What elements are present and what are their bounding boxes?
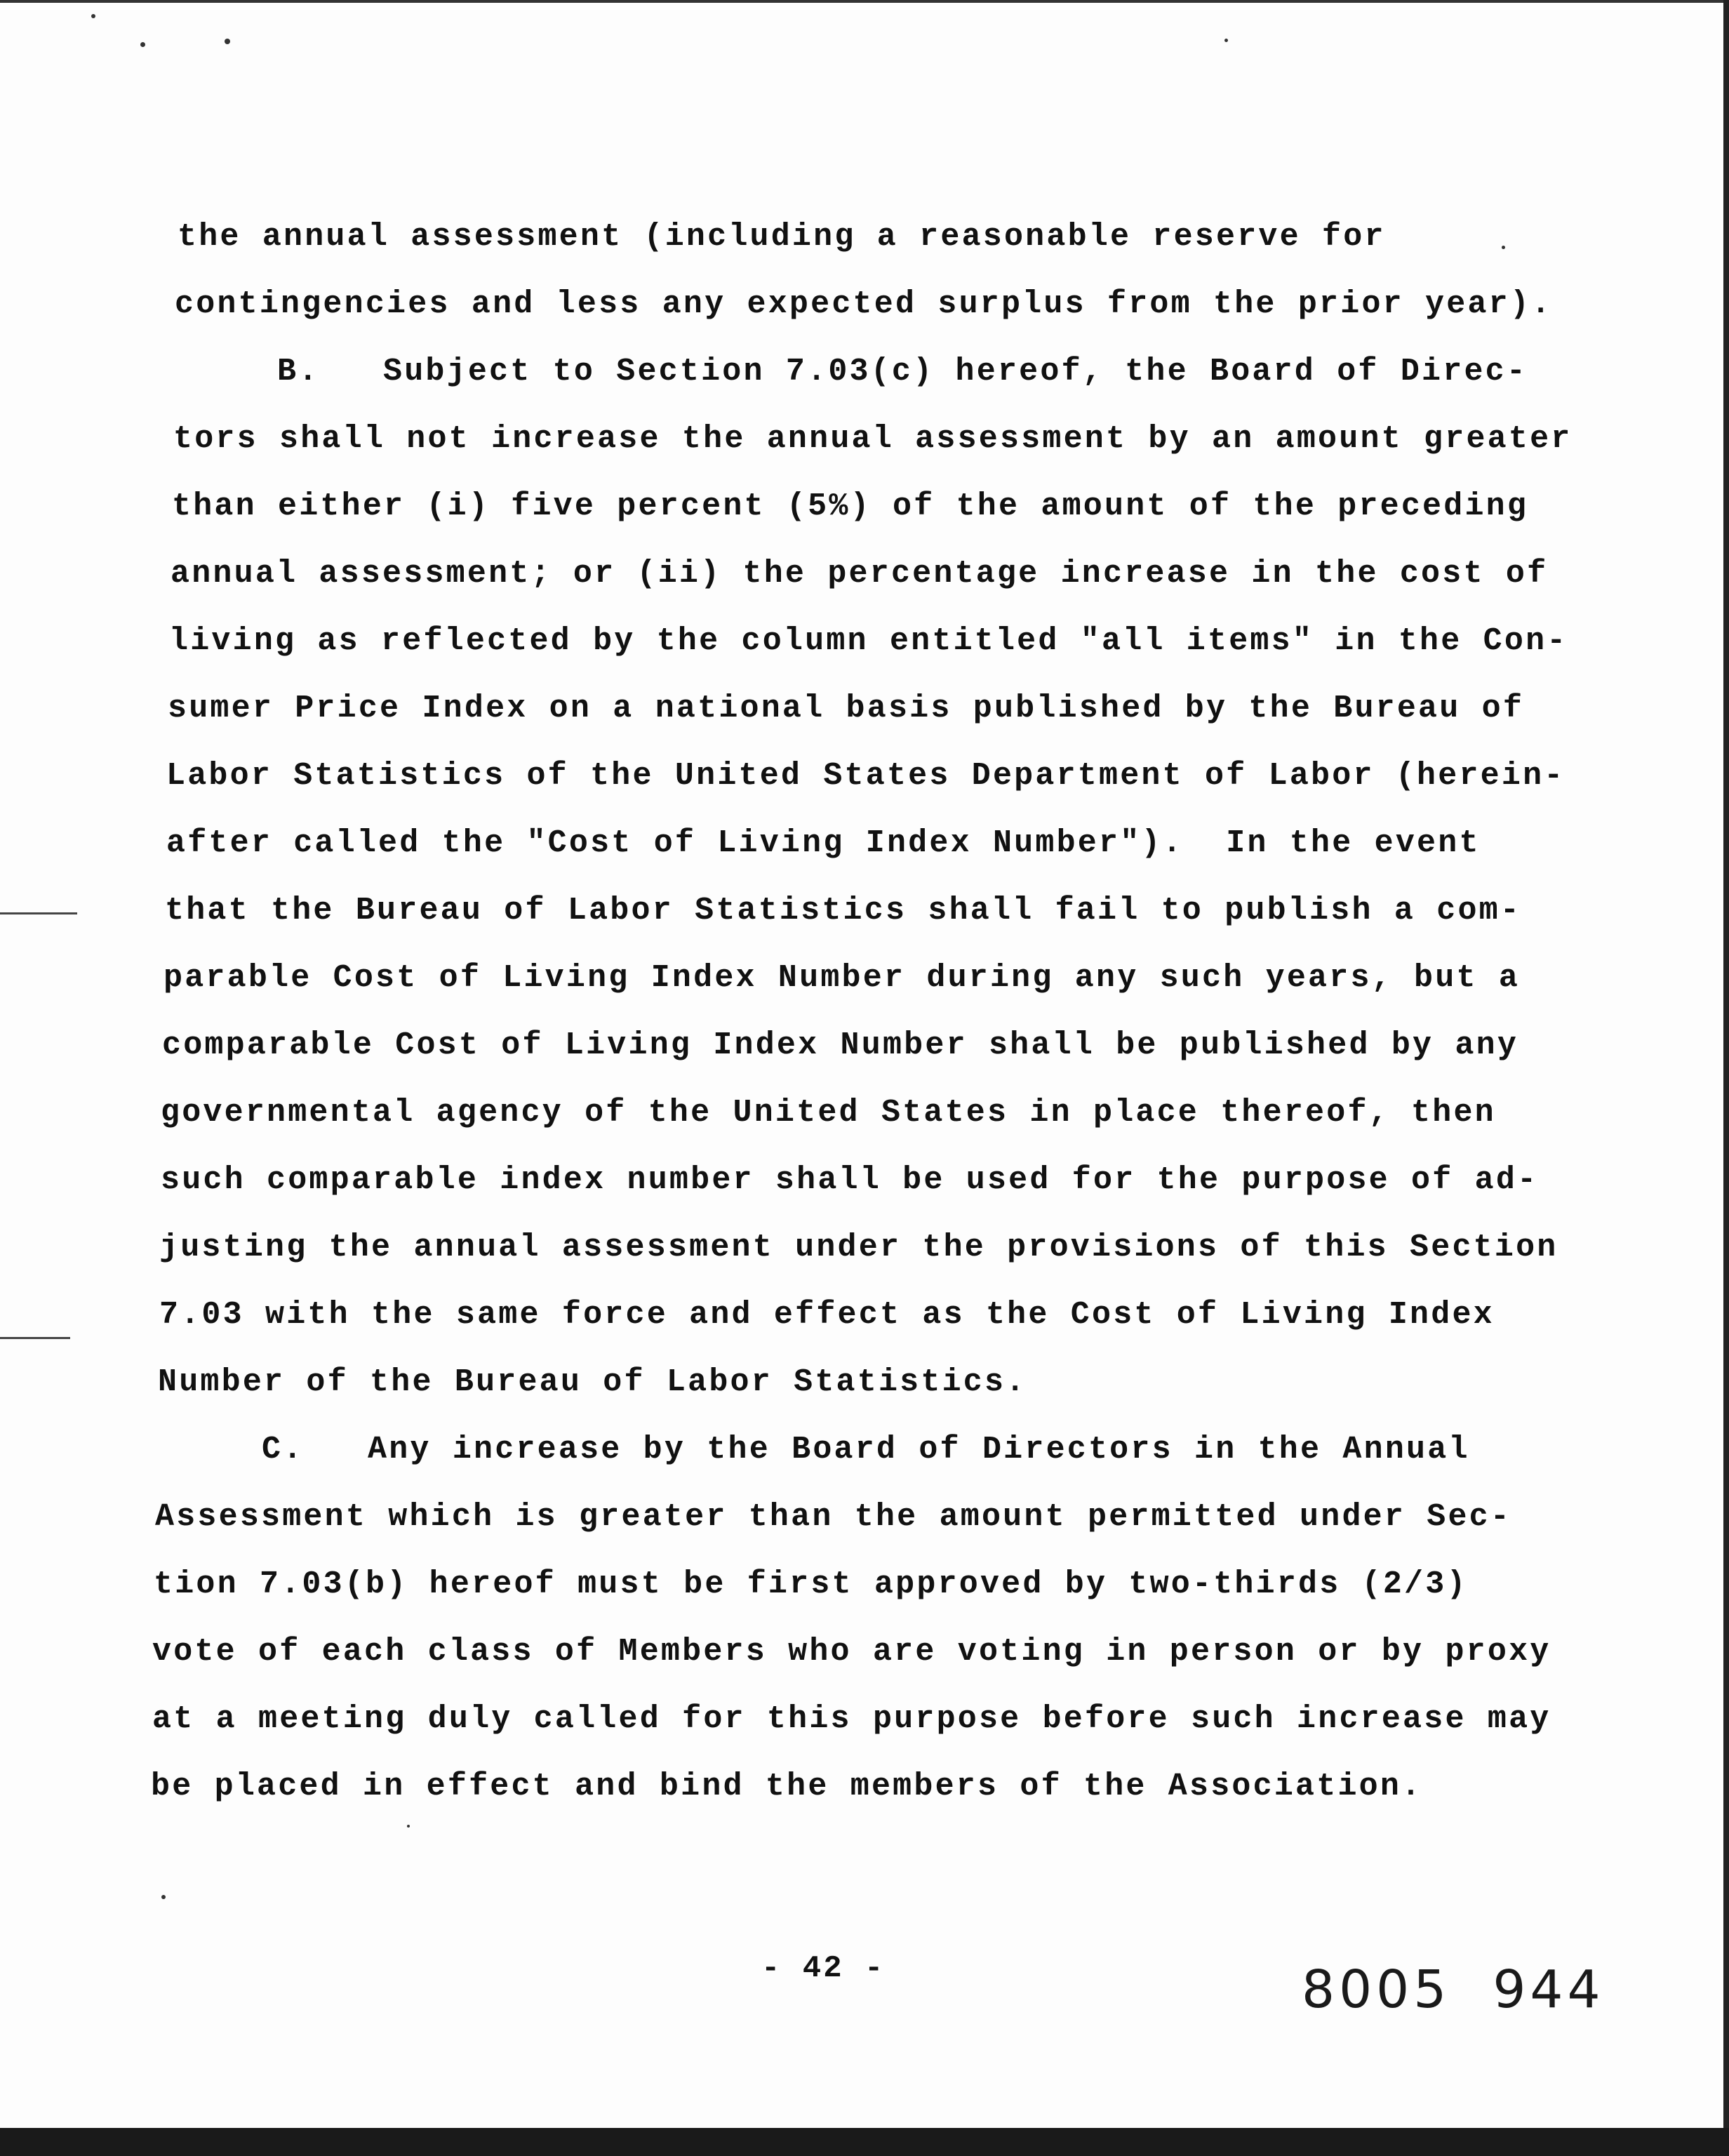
scan-speck [407,1825,410,1828]
text-line: living as reflected by the column entitled "all items" in the Con- [169,623,1568,659]
scan-mark [0,912,77,914]
document-body [151,204,1573,1821]
scan-speck [140,42,145,47]
scan-speck [1224,39,1228,42]
text-line: annual assessment; or (ii) the percentage increase in the cost of [171,556,1549,592]
text-line: sumer Price Index on a national basis published by the Bureau of [168,691,1525,726]
scan-speck [91,14,95,18]
text-line: such comparable index number shall be used for the purpose of ad- [161,1162,1539,1198]
text-line: at a meeting duly called for this purpose before such increase may [152,1701,1551,1737]
text-line: than either (i) five percent (5%) of the amount of the preceding [172,488,1529,524]
page-number: - 42 - [761,1951,886,1986]
text-line: that the Bureau of Labor Statistics shall fail to publish a com- [165,893,1522,929]
text-line: Assessment which is greater than the amount permitted under Sec- [155,1499,1512,1535]
text-line: the annual assessment (including a reasonable reserve for [178,219,1386,255]
text-line: governmental agency of the United States in place thereof, then [161,1095,1496,1131]
text-line: Labor Statistics of the United States Department of Labor (herein- [166,758,1566,794]
text-line: vote of each class of Members who are voting in person or by proxy [152,1634,1551,1670]
scan-border-bottom [0,2128,1729,2156]
document-id-stamp [1302,1959,1647,2020]
text-line: tion 7.03(b) hereof must be first approved by two-thirds (2/3) [154,1566,1468,1602]
text-line: comparable Cost of Living Index Number shall be published by any [162,1027,1519,1063]
text-line: justing the annual assessment under the provisions of this Section [159,1230,1558,1265]
text-line: after called the "Cost of Living Index Number"). In the event [166,825,1481,861]
text-line: 7.03 with the same force and effect as the Cost of Living Index [159,1297,1495,1333]
scan-border-right [1723,0,1729,2156]
paragraph-b-first-line: B. Subject to Section 7.03(c) hereof, the Board of Direc- [277,354,1528,390]
scan-speck [161,1895,166,1899]
scan-border-top [0,0,1729,3]
text-line: Number of the Bureau of Labor Statistics. [158,1364,1027,1400]
scan-speck [225,39,230,44]
stamp-left-number: 8005 [1302,1959,1451,2020]
text-line: be placed in effect and bind the members of the Association. [151,1769,1423,1804]
stamp-right-number: 944 [1493,1959,1605,2020]
text-line: parable Cost of Living Index Number during any such years, but a [163,960,1521,996]
paragraph-c-first-line: C. Any increase by the Board of Directors in the Annual [262,1432,1470,1468]
text-line: contingencies and less any expected surplus from the prior year). [175,286,1553,322]
text-line: tors shall not increase the annual assessment by an amount greater [173,421,1573,457]
scan-mark [0,1337,70,1339]
